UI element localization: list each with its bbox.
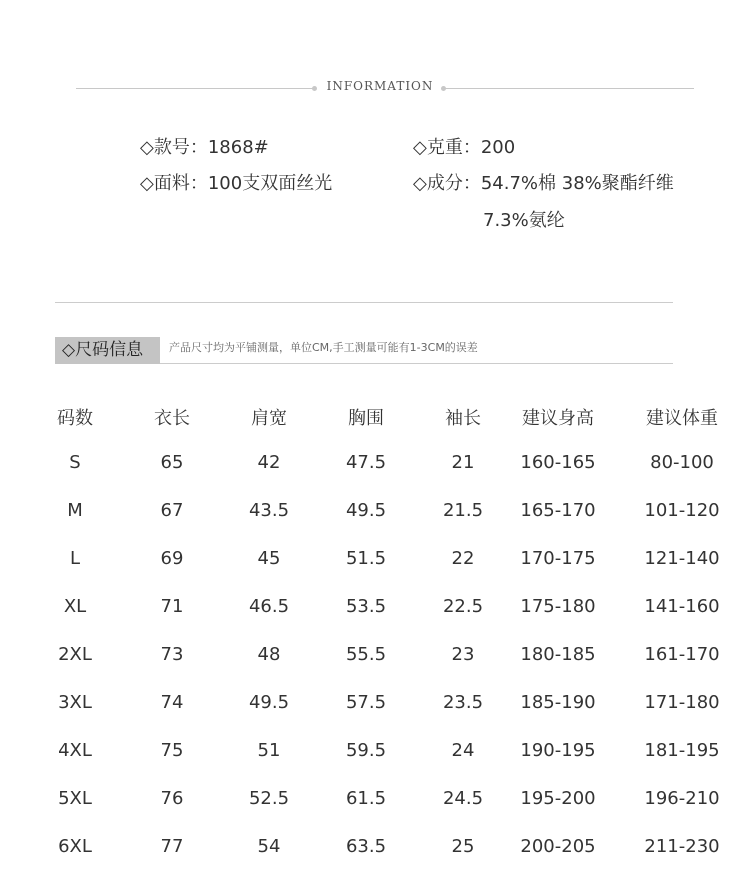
info-style-label: ◇款号： (140, 137, 208, 158)
info-weight-value: 200 (480, 137, 516, 158)
table-cell: 53.5 (345, 596, 387, 617)
table-cell: 55.5 (345, 644, 387, 665)
table-cell: 75 (160, 740, 184, 761)
info-composition-line1: 54.7%棉 38%聚酯纤维 (480, 173, 674, 194)
table-cell: 49.5 (248, 692, 290, 713)
table-cell: 48 (257, 644, 281, 665)
table-cell: 59.5 (345, 740, 387, 761)
table-cell: 4XL (58, 740, 92, 761)
table-cell: 24.5 (442, 788, 484, 809)
size-section-underline (160, 363, 673, 364)
table-cell: 51.5 (345, 548, 387, 569)
table-header-cell: 衣长 (154, 408, 190, 429)
table-cell: 76 (160, 788, 184, 809)
table-header-cell: 码数 (57, 408, 93, 429)
table-cell: 73 (160, 644, 184, 665)
table-header-cell: 袖长 (445, 408, 481, 429)
table-cell: 22.5 (442, 596, 484, 617)
table-cell: 24 (451, 740, 475, 761)
table-cell: 80-100 (650, 452, 714, 473)
size-section-note: 产品尺寸均为平铺测量，单位CM,手工测量可能有1-3CM的误差 (169, 341, 478, 354)
table-cell: 61.5 (345, 788, 387, 809)
table-cell: 211-230 (644, 836, 720, 857)
table-cell: 2XL (58, 644, 92, 665)
table-cell: S (69, 452, 81, 473)
table-cell: 141-160 (644, 596, 720, 617)
table-cell: 69 (160, 548, 184, 569)
table-cell: 74 (160, 692, 184, 713)
table-cell: 101-120 (644, 500, 720, 521)
table-cell: 57.5 (345, 692, 387, 713)
table-cell: 5XL (58, 788, 92, 809)
table-cell: 190-195 (520, 740, 596, 761)
table-header-cell: 肩宽 (251, 408, 287, 429)
table-cell: 47.5 (345, 452, 387, 473)
info-fabric-value: 100支双面丝光 (207, 173, 333, 194)
table-cell: 175-180 (520, 596, 596, 617)
table-cell: XL (63, 596, 87, 617)
table-cell: 23.5 (442, 692, 484, 713)
table-header-cell: 胸围 (348, 408, 384, 429)
table-cell: 52.5 (248, 788, 290, 809)
info-weight (413, 133, 515, 159)
table-cell: 22 (451, 548, 475, 569)
table-cell: 3XL (58, 692, 92, 713)
table-cell: 42 (257, 452, 281, 473)
table-cell: 51 (257, 740, 281, 761)
table-cell: 171-180 (644, 692, 720, 713)
info-composition-label: ◇成分： (413, 173, 481, 194)
table-cell: 181-195 (644, 740, 720, 761)
table-cell: 65 (160, 452, 184, 473)
table-cell: 63.5 (345, 836, 387, 857)
table-cell: 43.5 (248, 500, 290, 521)
table-cell: 185-190 (520, 692, 596, 713)
info-style-value: 1868# (207, 137, 269, 158)
table-cell: 25 (451, 836, 475, 857)
table-cell: 121-140 (644, 548, 720, 569)
info-fabric-label: ◇面料： (140, 173, 208, 194)
table-cell: 180-185 (520, 644, 596, 665)
info-style (140, 133, 269, 159)
header-title: INFORMATION (326, 79, 434, 93)
table-cell: 161-170 (644, 644, 720, 665)
table-cell: 67 (160, 500, 184, 521)
table-header-cell: 建议身高 (522, 408, 594, 429)
table-header-cell: 建议体重 (646, 408, 718, 429)
table-cell: 165-170 (520, 500, 596, 521)
table-cell: 160-165 (520, 452, 596, 473)
table-cell: 23 (451, 644, 475, 665)
table-cell: 46.5 (248, 596, 290, 617)
header-line-right (444, 88, 694, 89)
table-cell: 49.5 (345, 500, 387, 521)
table-cell: 21.5 (442, 500, 484, 521)
table-cell: 45 (257, 548, 281, 569)
table-cell: 21 (451, 452, 475, 473)
table-cell: 200-205 (520, 836, 596, 857)
table-cell: L (69, 548, 81, 569)
table-cell: 54 (257, 836, 281, 857)
table-cell: M (67, 500, 83, 521)
table-cell: 6XL (58, 836, 92, 857)
info-weight-label: ◇克重： (413, 137, 481, 158)
section-divider (55, 302, 673, 303)
size-section-title: ◇尺码信息 (55, 337, 160, 364)
info-composition-line2: 7.3%氨纶 (483, 210, 565, 231)
table-cell: 77 (160, 836, 184, 857)
table-cell: 170-175 (520, 548, 596, 569)
table-cell: 71 (160, 596, 184, 617)
info-composition (413, 169, 674, 195)
table-cell: 196-210 (644, 788, 720, 809)
info-fabric (140, 169, 332, 195)
table-cell: 195-200 (520, 788, 596, 809)
